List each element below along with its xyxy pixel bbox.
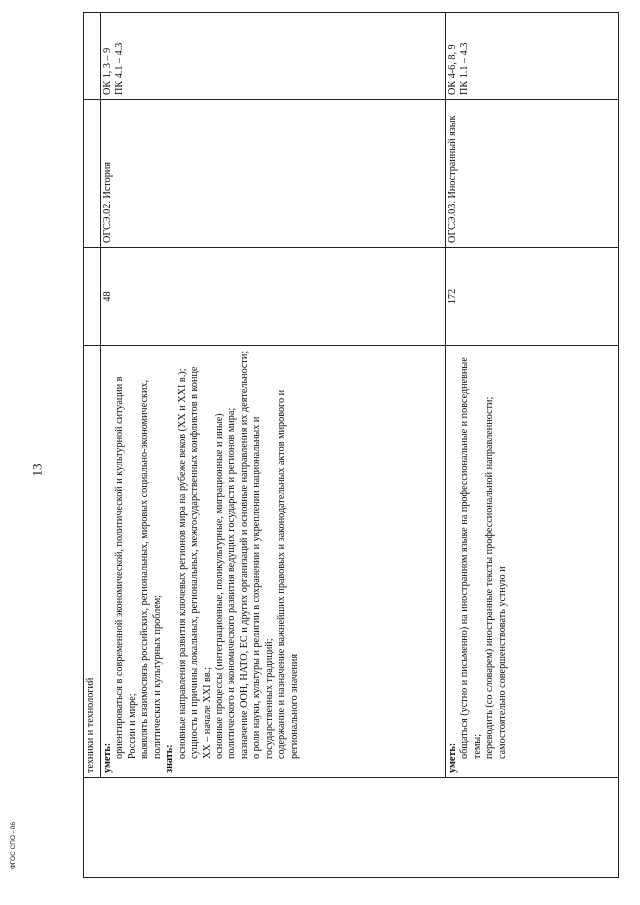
cell-top-description: техники и технологий <box>84 346 101 778</box>
knowledge-item: основные процессы (интеграционные, поликультурные, миграционные и иные) политического и экономического развития ведущих государств и регионов мира; <box>213 407 238 759</box>
cell-language-hours: 172 <box>446 248 619 346</box>
skills-label: уметь: <box>447 742 458 773</box>
competency-item: ПК 4.1 – 4.3 <box>114 42 126 95</box>
skill-item: самостоятельно совершенствовать устную и <box>496 566 508 759</box>
skills-label: уметь: <box>102 742 113 773</box>
cell-history-description <box>101 346 446 778</box>
cell-history-discipline: ОГСЭ.02. История <box>101 100 446 248</box>
knowledge-item: содержание и назначение важнейших правовых и законодательных актов мирового и регионального значения <box>276 389 300 759</box>
knowledge-item: основные направления развития ключевых регионов мира на рубеже веков (XX и XXI в.); <box>176 368 188 759</box>
cell-history-hours: 48 <box>101 248 446 346</box>
curriculum-table-wrapper <box>83 13 619 878</box>
table-row-foreign-language <box>446 13 619 878</box>
skill-item: ориентироваться в современной экономической, политической и культурной ситуации в России и мире; <box>114 376 138 759</box>
cell-top-hours <box>84 248 101 346</box>
table-row-top <box>84 13 101 878</box>
cell-history-competencies <box>101 13 446 100</box>
cell-language-discipline: ОГСЭ.03. Иностранный язык <box>446 100 619 248</box>
competency-item: ОК 4-6, 8, 9 <box>447 44 458 95</box>
cell-language-competencies <box>446 13 619 100</box>
cell-index <box>84 778 619 878</box>
competency-item: ПК 1.1 – 4.3 <box>459 42 471 95</box>
skill-item: выявлять взаимосвязь российских, региональных, мировых социально-экономических, политических и культурных проблем; <box>139 379 163 759</box>
knowledge-item: о роли науки, культуры и религии в сохранении и укреплении национальных и государственных традиций; <box>251 416 275 759</box>
page-number: 13 <box>29 463 45 477</box>
skill-item: общаться (устно и письменно) на иностранном языке на профессиональные и повседневные темы; <box>459 357 483 759</box>
footer-standard-code: ФГОС СПО - 06 <box>10 821 18 870</box>
cell-top-competencies <box>84 13 101 100</box>
table-row-history <box>101 13 446 878</box>
cell-language-description <box>446 346 619 778</box>
rotated-table <box>83 13 619 878</box>
knowledge-label: знать: <box>164 744 176 773</box>
knowledge-item: сущность и причины локальных, региональных, межгосударственных конфликтов в конце XX – начале XXI вв.; <box>189 366 213 759</box>
knowledge-item: назначение ООН, НАТО, ЕС и других организаций и основные направления их деятельности; <box>238 350 250 759</box>
cell-top-discipline <box>84 100 101 248</box>
curriculum-table <box>83 12 619 878</box>
skill-item: переводить (со словарем) иностранные тексты профессиональной направленности; <box>484 396 496 759</box>
competency-item: ОК 1, 3 – 9 <box>102 47 113 95</box>
